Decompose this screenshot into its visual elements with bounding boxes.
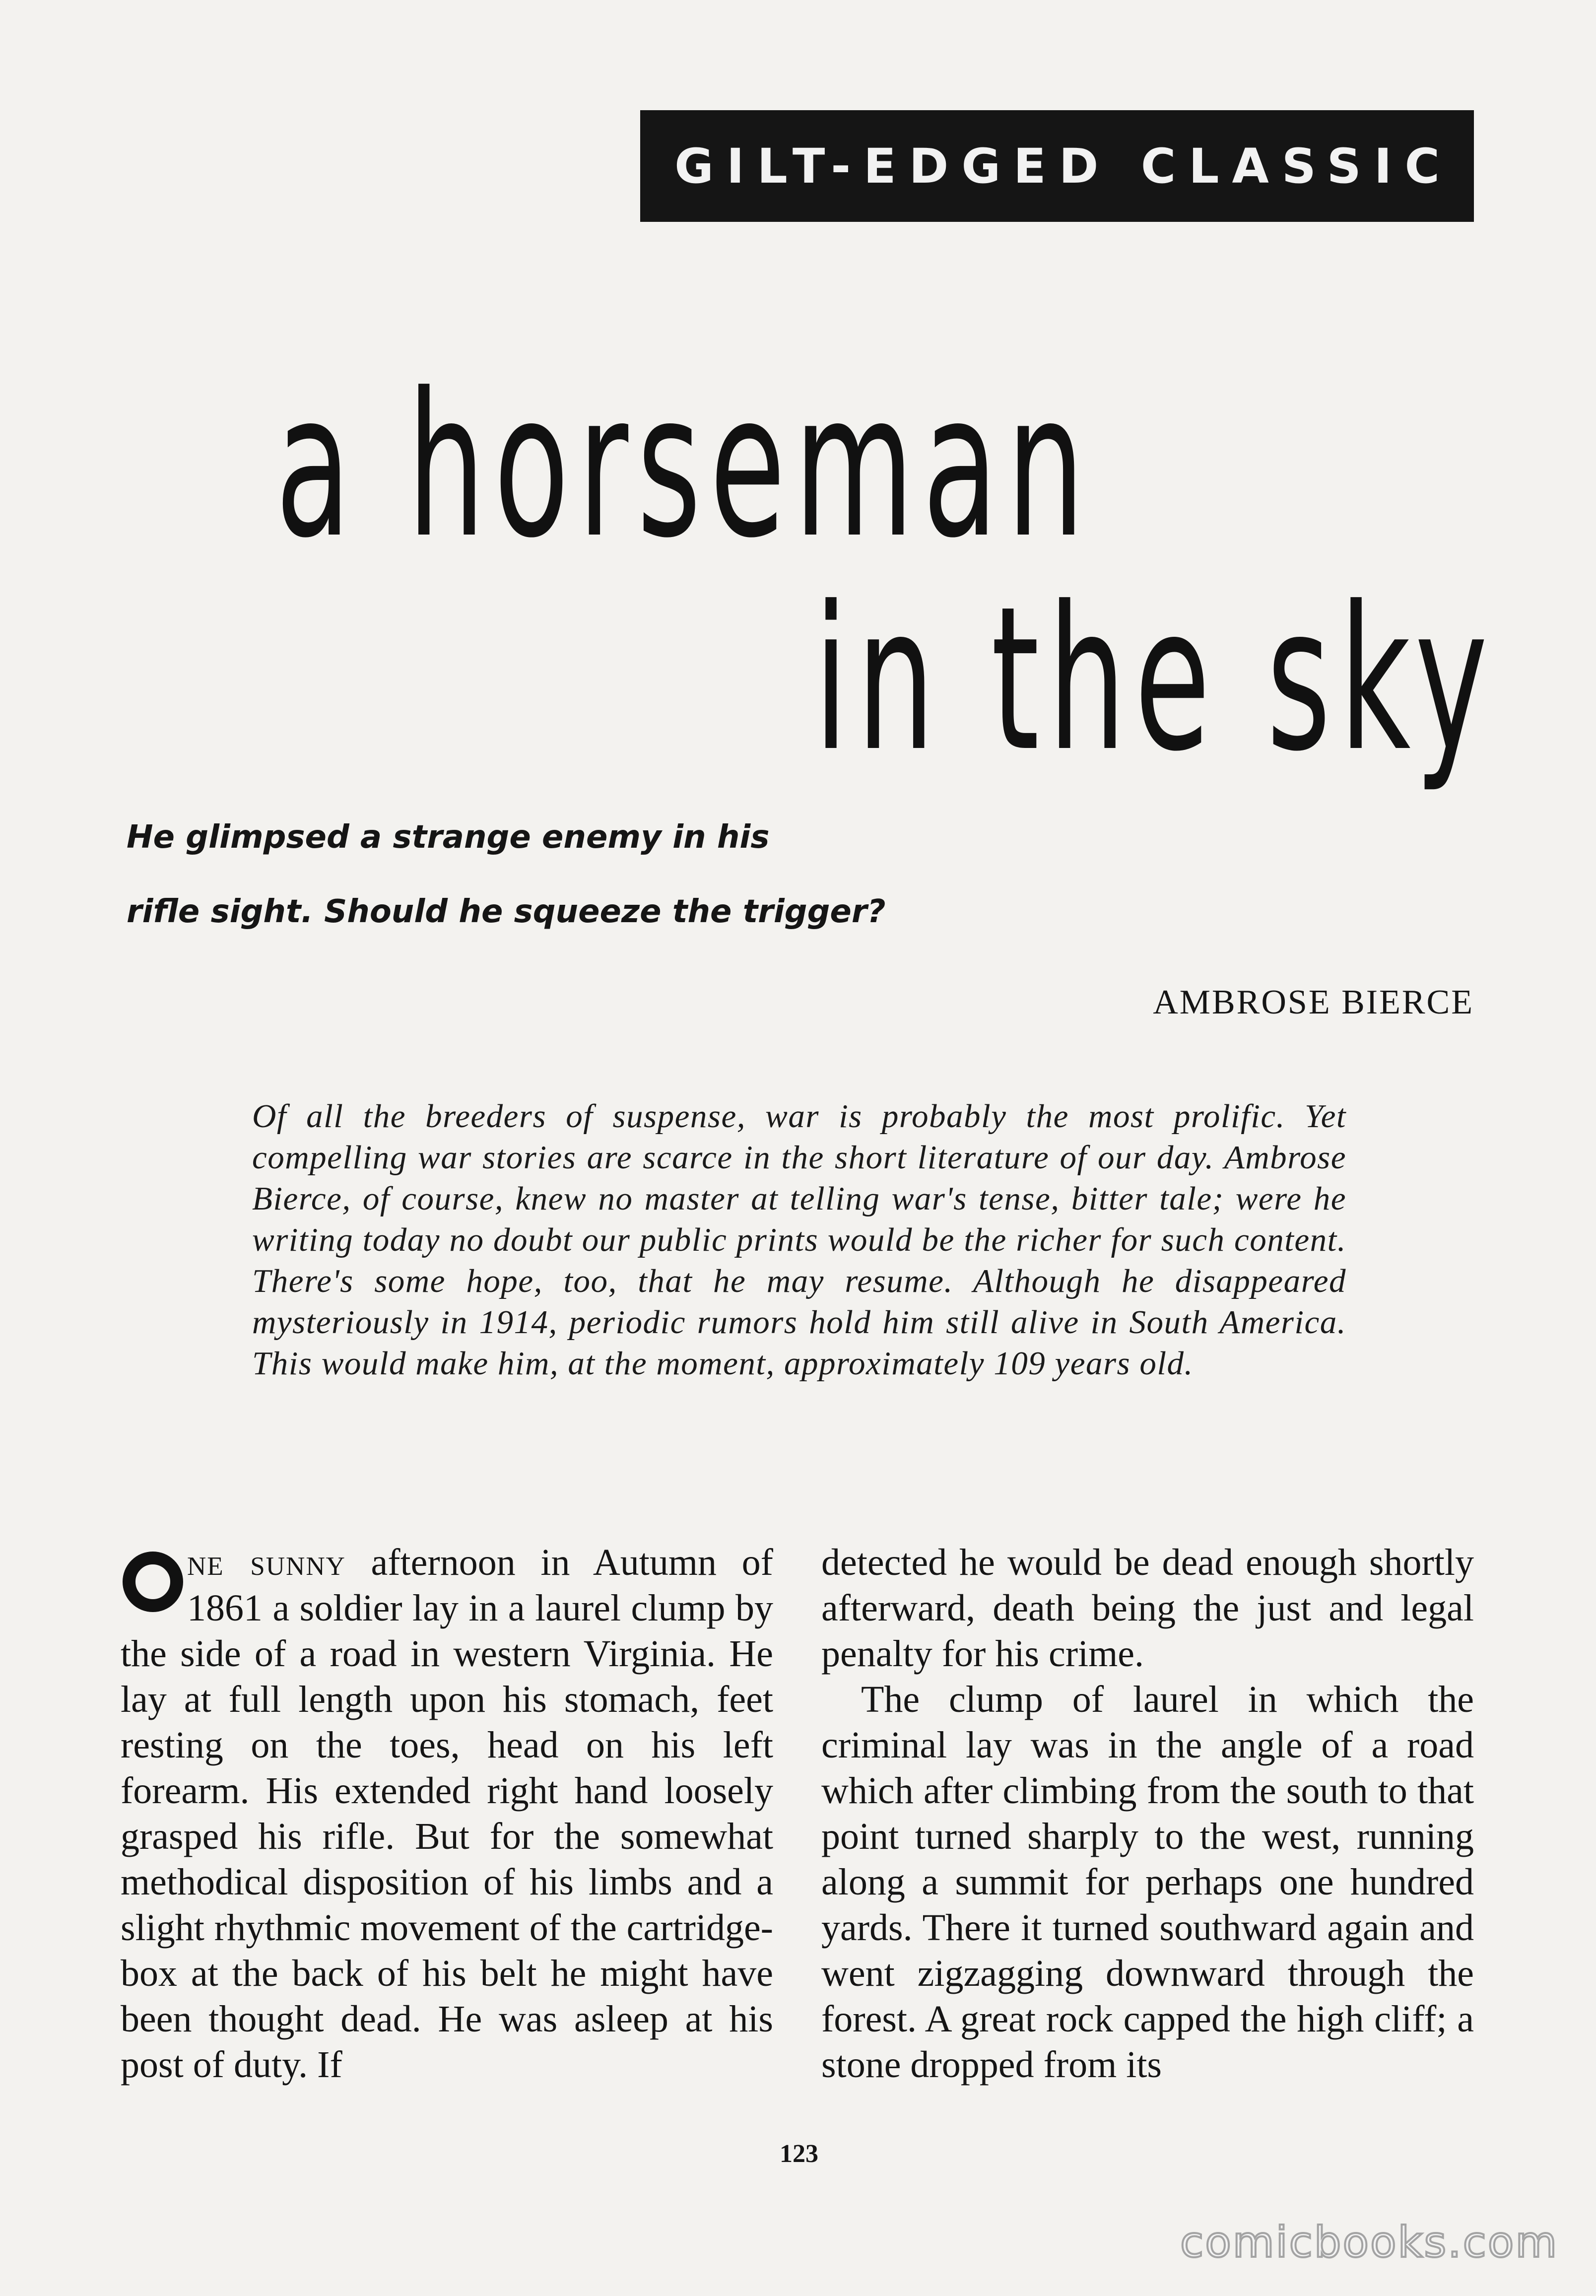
page-number: 123 xyxy=(780,2140,818,2168)
story-dek-line-2: rifle sight. Should he squeeze the trigger? xyxy=(127,893,886,930)
story-lead-in: ne sunny xyxy=(187,1542,346,1583)
story-column-right xyxy=(821,1540,1474,2088)
story-paragraph-continued: detected he would be dead enough shortly afterward, death being the just and legal penalty for his crime. xyxy=(821,1542,1474,1675)
story-dek-line-1: He glimpsed a strange enemy in his xyxy=(127,819,770,856)
story-left-column-text: afternoon in Autumn of 1861 a soldier lay in a laurel clump by the side of a road in western Virginia. He lay at full length upon his stomach, feet resting on the toes, head on his left forearm. His extended right hand loosely grasped his rifle. But for the somewhat methodical disposition of his limbs and a slight rhythmic movement of the cartridge-box at the back of his belt he might have been thought dead. He was asleep at his post of duty. If xyxy=(121,1542,773,2086)
editor-intro: Of all the breeders of suspense, war is probably the most prolific. Yet compelling war stories are scarce in the short literature of our day. Ambrose Bierce, of course, knew no master at telling war's tense, bitter tale; were he writing today no doubt our public prints would be the richer for such content. There's some hope, too, that he may resume. Although he disappeared mysteriously in 1914, periodic rumors hold him still alive in South America. This would make him, at the moment, approximately 109 years old. xyxy=(252,1098,1346,1382)
story-column-left xyxy=(121,1540,773,2088)
drop-cap-initial xyxy=(121,1545,181,1614)
section-banner xyxy=(640,110,1474,222)
story-paragraph-2: The clump of laurel in which the criminal lay was in the angle of a road which after climbing from the south to that point turned sharply to the west, running along a summit for perhaps one hundred yards. There it turned southward again and went zigzagging downward through the forest. A great rock capped the high cliff; a stone dropped from its xyxy=(821,1679,1474,2086)
story-title-line-2: in the sky xyxy=(814,564,1497,795)
site-watermark: comicbooks.com xyxy=(1180,2218,1559,2267)
author-byline: AMBROSE BIERCE xyxy=(1153,983,1474,1021)
section-label: GILT-EDGED CLASSIC xyxy=(674,138,1453,194)
story-title-line-1: a horseman xyxy=(275,351,1093,582)
story-paragraph-1 xyxy=(121,1540,773,2088)
